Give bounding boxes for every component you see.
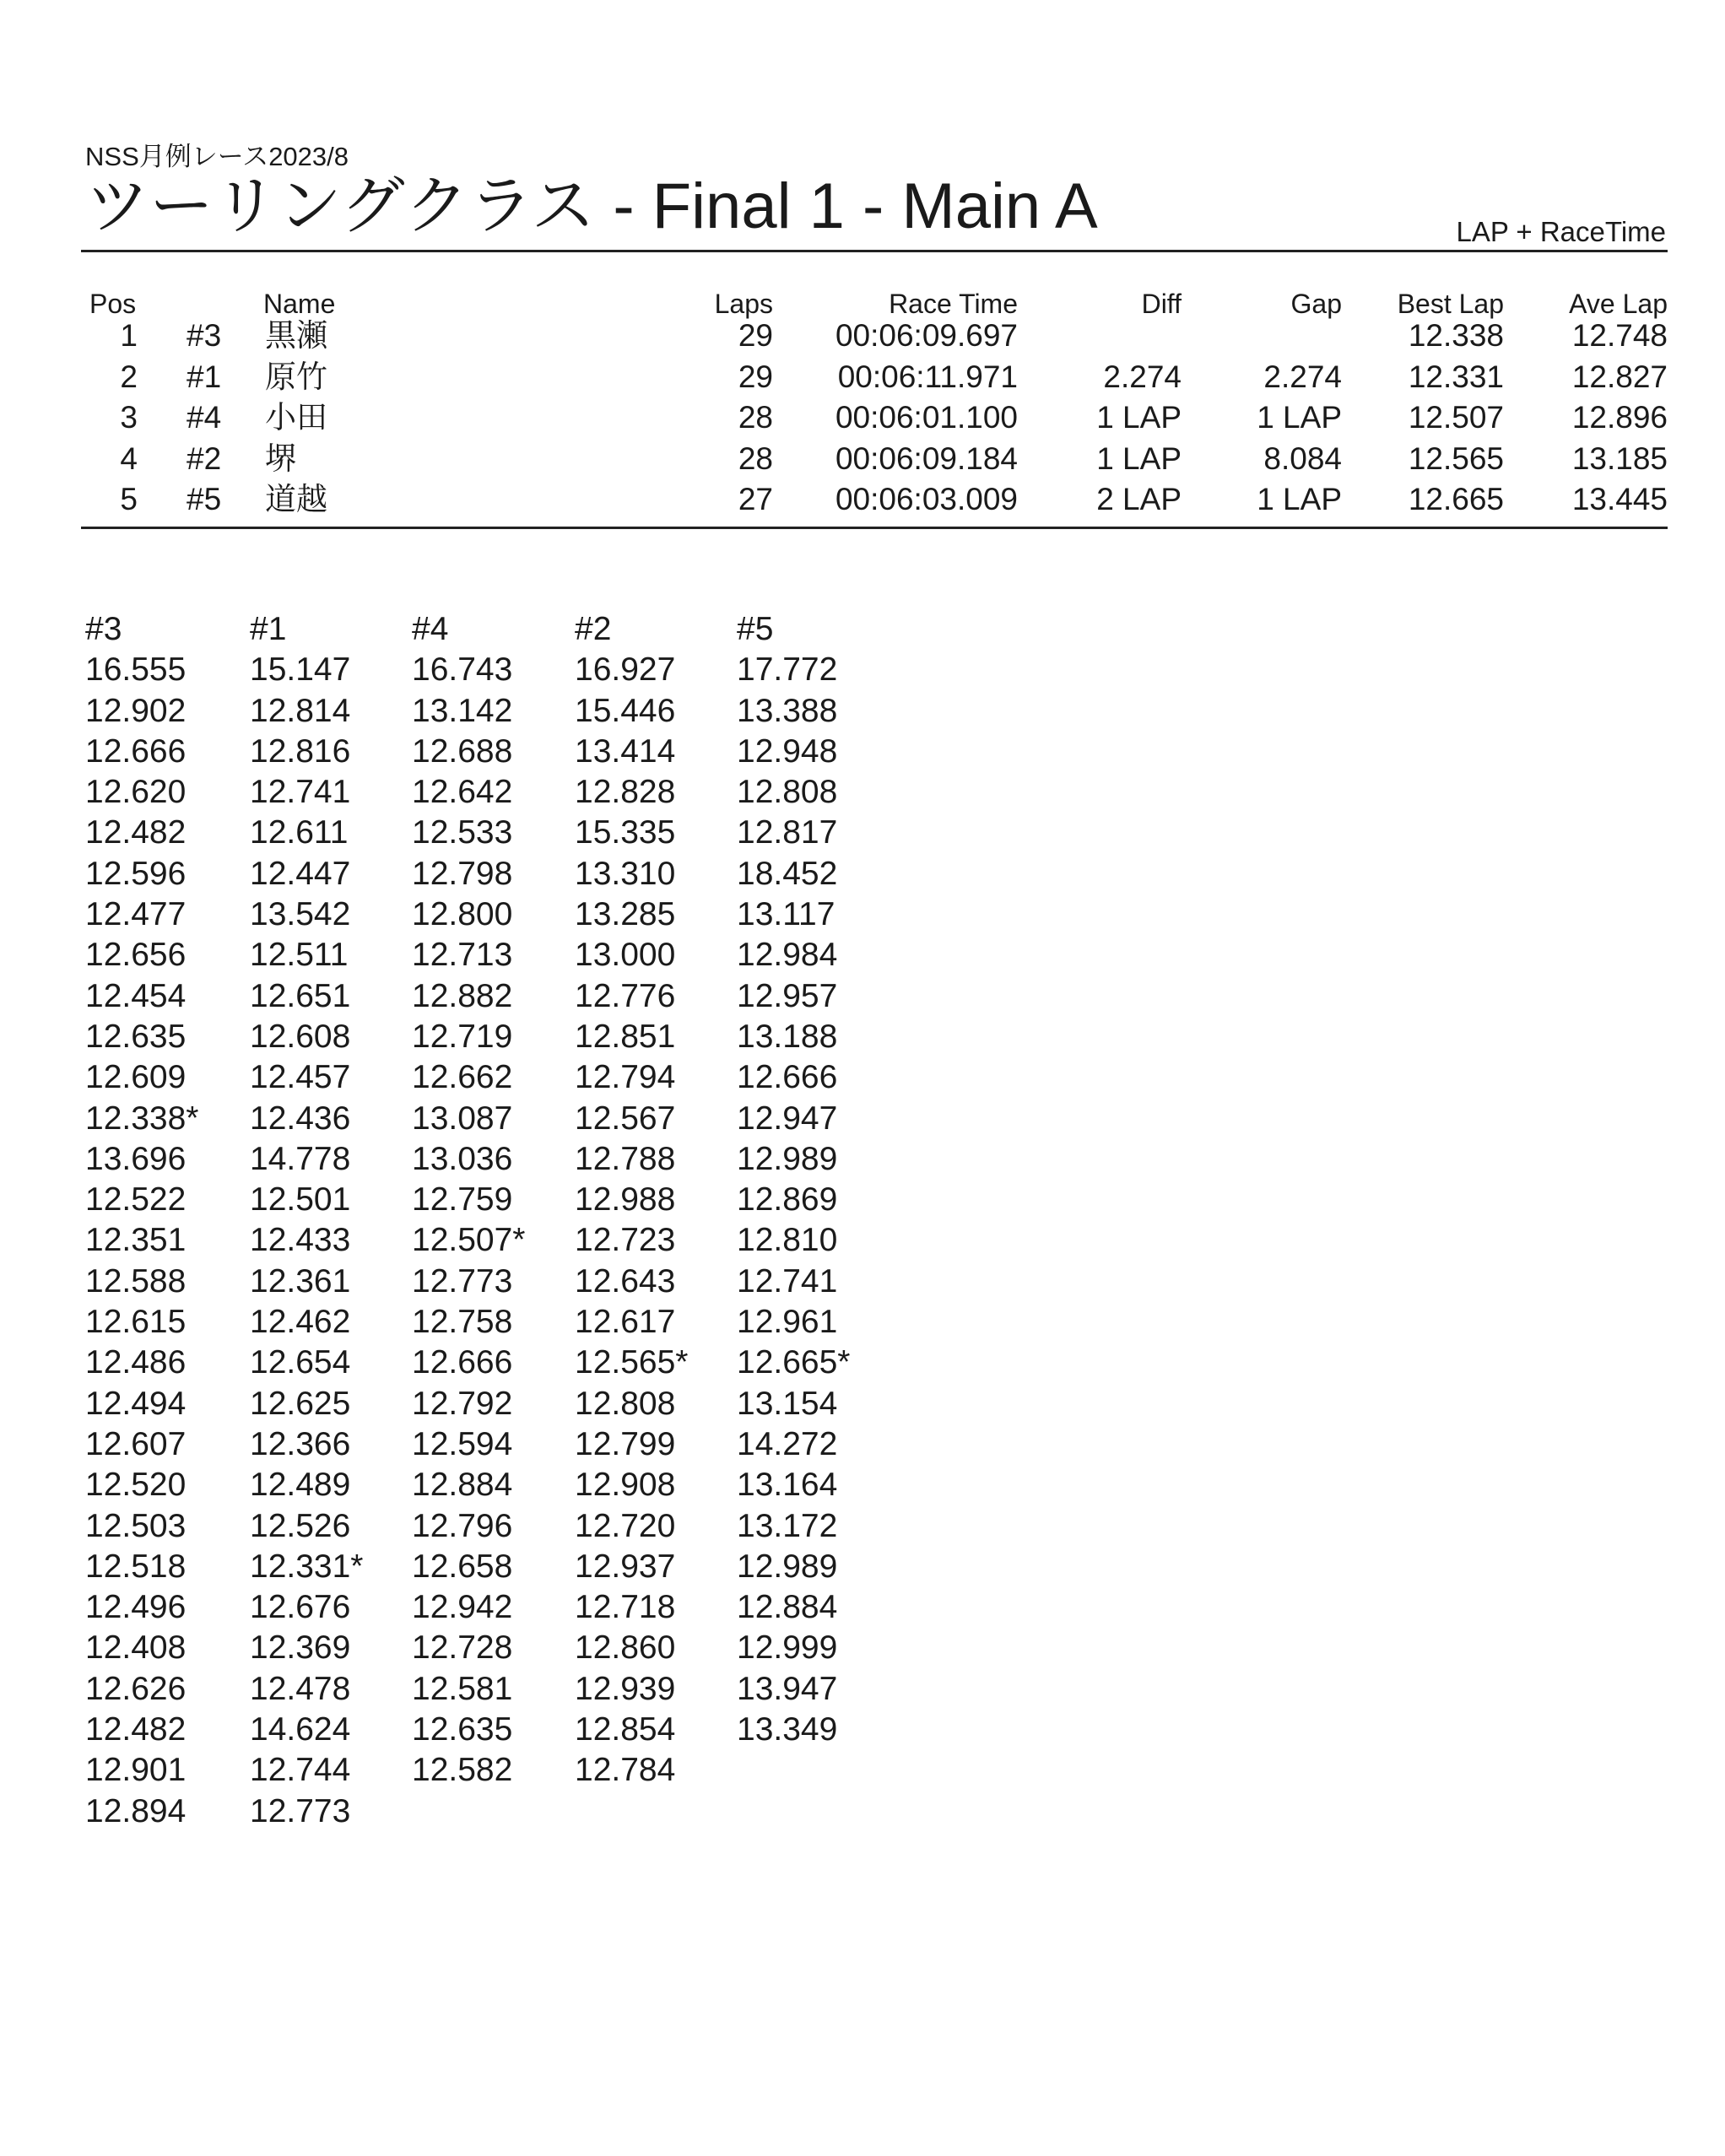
lap-time: 12.719 bbox=[412, 1018, 513, 1055]
col-header-pos: Pos bbox=[89, 289, 137, 319]
result-driver-name: 堺 bbox=[265, 440, 296, 476]
lap-column-car-number: #4 bbox=[412, 611, 449, 647]
lap-time: 12.635 bbox=[412, 1711, 513, 1748]
result-ave-lap: 12.748 bbox=[1571, 318, 1668, 353]
col-header-gap: Gap bbox=[1290, 289, 1342, 319]
lap-time: 16.927 bbox=[575, 651, 676, 689]
lap-time: 15.335 bbox=[575, 814, 676, 851]
result-driver-name: 道越 bbox=[265, 482, 327, 516]
lap-time: 12.799 bbox=[575, 1425, 676, 1462]
lap-time: 12.800 bbox=[412, 896, 513, 933]
lap-time: 12.408 bbox=[85, 1629, 187, 1667]
lap-time: 12.486 bbox=[85, 1344, 187, 1381]
lap-time: 13.349 bbox=[737, 1711, 838, 1748]
lap-time: 12.494 bbox=[85, 1385, 187, 1422]
result-gap: 1 LAP bbox=[1257, 400, 1342, 435]
result-best-lap: 12.338 bbox=[1408, 318, 1504, 353]
header-divider bbox=[81, 250, 1668, 252]
lap-time: 17.772 bbox=[737, 651, 838, 689]
lap-time: 12.507* bbox=[412, 1222, 526, 1259]
lap-time: 12.643 bbox=[575, 1262, 676, 1300]
lap-time: 12.718 bbox=[575, 1589, 676, 1626]
lap-time: 13.285 bbox=[575, 896, 676, 933]
lap-time: 12.776 bbox=[575, 977, 676, 1014]
lap-time: 12.814 bbox=[250, 692, 351, 729]
lap-time: 12.658 bbox=[412, 1548, 513, 1585]
result-ave-lap: 13.185 bbox=[1571, 440, 1668, 476]
event-subtitle: NSS月例レース2023/8 bbox=[85, 142, 349, 171]
result-driver-name: 小田 bbox=[265, 400, 327, 435]
lap-time: 13.542 bbox=[250, 896, 351, 933]
lap-time: 13.000 bbox=[575, 937, 676, 974]
lap-time: 12.582 bbox=[412, 1752, 513, 1789]
lap-time: 12.798 bbox=[412, 855, 513, 892]
lap-time: 12.588 bbox=[85, 1262, 187, 1300]
result-gap: 1 LAP bbox=[1257, 482, 1342, 516]
lap-time: 12.496 bbox=[85, 1589, 187, 1626]
lap-time: 12.794 bbox=[575, 1059, 676, 1096]
result-diff: 2.274 bbox=[1103, 359, 1182, 394]
lap-time: 12.894 bbox=[85, 1792, 187, 1829]
result-gap: 2.274 bbox=[1263, 359, 1342, 394]
lap-time: 16.743 bbox=[412, 651, 513, 689]
lap-time: 12.331* bbox=[250, 1548, 364, 1585]
lap-time: 12.596 bbox=[85, 855, 187, 892]
lap-time: 13.164 bbox=[737, 1467, 838, 1504]
lap-time: 12.808 bbox=[737, 774, 838, 811]
result-laps: 28 bbox=[738, 440, 773, 476]
lap-time: 12.511 bbox=[250, 937, 349, 974]
lap-time: 12.989 bbox=[737, 1548, 838, 1585]
result-car-number: #4 bbox=[187, 400, 222, 435]
lap-time: 12.436 bbox=[250, 1100, 351, 1137]
lap-time: 12.522 bbox=[85, 1181, 187, 1218]
lap-time: 12.808 bbox=[575, 1385, 676, 1422]
lap-time: 12.816 bbox=[250, 732, 351, 770]
result-best-lap: 12.331 bbox=[1408, 359, 1504, 394]
col-header-name: Name bbox=[263, 289, 336, 319]
lap-time: 13.117 bbox=[737, 896, 835, 933]
lap-time: 12.501 bbox=[250, 1181, 351, 1218]
lap-time: 12.828 bbox=[575, 774, 676, 811]
lap-time: 12.666 bbox=[412, 1344, 513, 1381]
lap-time: 12.723 bbox=[575, 1222, 676, 1259]
result-best-lap: 12.507 bbox=[1408, 400, 1504, 435]
lap-time: 12.728 bbox=[412, 1629, 513, 1667]
lap-time: 13.696 bbox=[85, 1140, 187, 1177]
lap-time: 13.414 bbox=[575, 732, 676, 770]
lap-column-car-number: #3 bbox=[85, 611, 122, 647]
lap-time: 12.999 bbox=[737, 1629, 838, 1667]
result-car-number: #2 bbox=[187, 440, 222, 476]
lap-time: 13.087 bbox=[412, 1100, 513, 1137]
result-diff: 1 LAP bbox=[1096, 400, 1182, 435]
lap-time: 13.154 bbox=[737, 1385, 838, 1422]
lap-time: 12.720 bbox=[575, 1507, 676, 1544]
lap-column bbox=[737, 609, 850, 1750]
lap-time: 12.651 bbox=[250, 977, 351, 1014]
lap-time: 12.503 bbox=[85, 1507, 187, 1544]
lap-time: 12.520 bbox=[85, 1467, 187, 1504]
result-best-lap: 12.565 bbox=[1408, 440, 1504, 476]
result-pos: 4 bbox=[120, 440, 138, 476]
lap-time: 12.984 bbox=[737, 937, 838, 974]
lap-time: 12.609 bbox=[85, 1059, 187, 1096]
lap-time: 12.788 bbox=[575, 1140, 676, 1177]
lap-time: 12.948 bbox=[737, 732, 838, 770]
lap-column bbox=[85, 609, 198, 1832]
lap-time: 13.188 bbox=[737, 1018, 838, 1055]
result-laps: 29 bbox=[738, 359, 773, 394]
lap-time: 12.642 bbox=[412, 774, 513, 811]
lap-time: 12.901 bbox=[85, 1752, 187, 1789]
lap-time: 12.654 bbox=[250, 1344, 351, 1381]
lap-time: 12.947 bbox=[737, 1100, 838, 1137]
lap-time: 12.741 bbox=[250, 774, 351, 811]
result-driver-name: 原竹 bbox=[265, 359, 327, 394]
lap-time: 15.446 bbox=[575, 692, 676, 729]
result-best-lap: 12.665 bbox=[1408, 482, 1504, 516]
result-pos: 1 bbox=[120, 318, 138, 353]
page-title: ツーリングクラス - Final 1 - Main A bbox=[85, 170, 1098, 242]
lap-time: 12.817 bbox=[737, 814, 838, 851]
lap-time: 12.792 bbox=[412, 1385, 513, 1422]
lap-time: 12.688 bbox=[412, 732, 513, 770]
lap-time: 12.489 bbox=[250, 1467, 351, 1504]
result-car-number: #1 bbox=[187, 359, 222, 394]
lap-time: 12.608 bbox=[250, 1018, 351, 1055]
lap-time: 12.526 bbox=[250, 1507, 351, 1544]
lap-time: 12.635 bbox=[85, 1018, 187, 1055]
lap-time: 12.784 bbox=[575, 1752, 676, 1789]
lap-time: 13.388 bbox=[737, 692, 838, 729]
col-header-ave-lap: Ave Lap bbox=[1569, 289, 1668, 319]
lap-time: 12.796 bbox=[412, 1507, 513, 1544]
lap-time: 12.454 bbox=[85, 977, 187, 1014]
lap-time: 12.902 bbox=[85, 692, 187, 729]
lap-time: 12.869 bbox=[737, 1181, 838, 1218]
result-race-time: 00:06:01.100 bbox=[835, 400, 1018, 435]
lap-time: 14.624 bbox=[250, 1711, 351, 1748]
lap-time: 12.478 bbox=[250, 1670, 351, 1707]
lap-time: 13.142 bbox=[412, 692, 513, 729]
lap-time: 12.884 bbox=[412, 1467, 513, 1504]
lap-time: 12.882 bbox=[412, 977, 513, 1014]
report-mode-label: LAP + RaceTime bbox=[1456, 216, 1666, 247]
lap-time: 12.482 bbox=[85, 1711, 187, 1748]
result-diff: 1 LAP bbox=[1096, 440, 1182, 476]
lap-column bbox=[250, 609, 363, 1832]
lap-column-car-number: #5 bbox=[737, 611, 774, 647]
lap-time: 15.147 bbox=[250, 651, 351, 689]
lap-time: 12.854 bbox=[575, 1711, 676, 1748]
lap-time: 12.988 bbox=[575, 1181, 676, 1218]
lap-time: 12.908 bbox=[575, 1467, 676, 1504]
lap-time: 12.611 bbox=[250, 814, 349, 851]
lap-time: 13.036 bbox=[412, 1140, 513, 1177]
lap-time: 12.758 bbox=[412, 1304, 513, 1341]
lap-time: 13.310 bbox=[575, 855, 676, 892]
lap-time: 12.477 bbox=[85, 896, 187, 933]
lap-time: 12.462 bbox=[250, 1304, 351, 1341]
lap-time: 14.778 bbox=[250, 1140, 351, 1177]
result-laps: 28 bbox=[738, 400, 773, 435]
lap-time: 12.607 bbox=[85, 1425, 187, 1462]
lap-time: 12.457 bbox=[250, 1059, 351, 1096]
lap-time: 12.989 bbox=[737, 1140, 838, 1177]
lap-time: 12.594 bbox=[412, 1425, 513, 1462]
lap-time: 12.939 bbox=[575, 1670, 676, 1707]
lap-time: 12.665* bbox=[737, 1344, 851, 1381]
result-diff: 2 LAP bbox=[1096, 482, 1182, 516]
lap-time: 12.615 bbox=[85, 1304, 187, 1341]
result-car-number: #5 bbox=[187, 482, 222, 516]
lap-time: 12.666 bbox=[85, 732, 187, 770]
result-ave-lap: 12.827 bbox=[1571, 359, 1668, 394]
result-race-time: 00:06:11.971 bbox=[837, 359, 1018, 394]
lap-time: 12.666 bbox=[737, 1059, 838, 1096]
lap-time: 12.447 bbox=[250, 855, 351, 892]
lap-time: 12.567 bbox=[575, 1100, 676, 1137]
col-header-diff: Diff bbox=[1141, 289, 1182, 319]
lap-time: 12.713 bbox=[412, 937, 513, 974]
col-header-best-lap: Best Lap bbox=[1397, 289, 1504, 319]
lap-time: 12.810 bbox=[737, 1222, 838, 1259]
lap-time: 12.662 bbox=[412, 1059, 513, 1096]
result-race-time: 00:06:09.184 bbox=[835, 440, 1018, 476]
lap-time: 16.555 bbox=[85, 651, 187, 689]
lap-time: 12.482 bbox=[85, 814, 187, 851]
lap-time: 12.741 bbox=[737, 1262, 838, 1300]
lap-time: 12.581 bbox=[412, 1670, 513, 1707]
result-laps: 29 bbox=[738, 318, 773, 353]
lap-time: 13.947 bbox=[737, 1670, 838, 1707]
lap-time: 12.625 bbox=[250, 1385, 351, 1422]
lap-time: 12.937 bbox=[575, 1548, 676, 1585]
lap-time: 12.366 bbox=[250, 1425, 351, 1462]
lap-time: 12.961 bbox=[737, 1304, 838, 1341]
lap-time: 12.656 bbox=[85, 937, 187, 974]
lap-time: 18.452 bbox=[737, 855, 838, 892]
result-pos: 3 bbox=[120, 400, 138, 435]
lap-time: 12.369 bbox=[250, 1629, 351, 1667]
lap-time: 12.744 bbox=[250, 1752, 351, 1789]
lap-time: 12.773 bbox=[250, 1792, 351, 1829]
result-gap: 8.084 bbox=[1263, 440, 1342, 476]
lap-column bbox=[412, 609, 525, 1791]
lap-time: 12.942 bbox=[412, 1589, 513, 1626]
lap-time: 12.518 bbox=[85, 1548, 187, 1585]
lap-time: 12.860 bbox=[575, 1629, 676, 1667]
lap-column bbox=[575, 609, 688, 1791]
result-ave-lap: 13.445 bbox=[1571, 482, 1668, 516]
result-race-time: 00:06:03.009 bbox=[835, 482, 1018, 516]
lap-time: 12.884 bbox=[737, 1589, 838, 1626]
result-car-number: #3 bbox=[187, 318, 222, 353]
result-pos: 2 bbox=[120, 359, 138, 394]
col-header-laps: Laps bbox=[714, 289, 773, 319]
result-ave-lap: 12.896 bbox=[1571, 400, 1668, 435]
lap-time: 12.759 bbox=[412, 1181, 513, 1218]
lap-time: 12.620 bbox=[85, 774, 187, 811]
col-header-race-time: Race Time bbox=[889, 289, 1018, 319]
lap-time: 14.272 bbox=[737, 1425, 838, 1462]
result-pos: 5 bbox=[120, 482, 138, 516]
lap-time: 12.433 bbox=[250, 1222, 351, 1259]
result-race-time: 00:06:09.697 bbox=[835, 318, 1018, 353]
lap-time: 13.172 bbox=[737, 1507, 838, 1544]
lap-column-car-number: #1 bbox=[250, 611, 287, 647]
results-divider bbox=[81, 527, 1668, 529]
lap-time: 12.676 bbox=[250, 1589, 351, 1626]
lap-time: 12.565* bbox=[575, 1344, 689, 1381]
lap-time: 12.361 bbox=[250, 1262, 351, 1300]
result-laps: 27 bbox=[738, 482, 773, 516]
lap-time: 12.626 bbox=[85, 1670, 187, 1707]
lap-time: 12.338* bbox=[85, 1100, 199, 1137]
lap-time: 12.773 bbox=[412, 1262, 513, 1300]
lap-time: 12.351 bbox=[85, 1222, 187, 1259]
lap-time: 12.617 bbox=[575, 1304, 676, 1341]
lap-time: 12.957 bbox=[737, 977, 838, 1014]
lap-time: 12.851 bbox=[575, 1018, 676, 1055]
result-driver-name: 黒瀬 bbox=[265, 318, 327, 353]
lap-time: 12.533 bbox=[412, 814, 513, 851]
lap-column-car-number: #2 bbox=[575, 611, 612, 647]
